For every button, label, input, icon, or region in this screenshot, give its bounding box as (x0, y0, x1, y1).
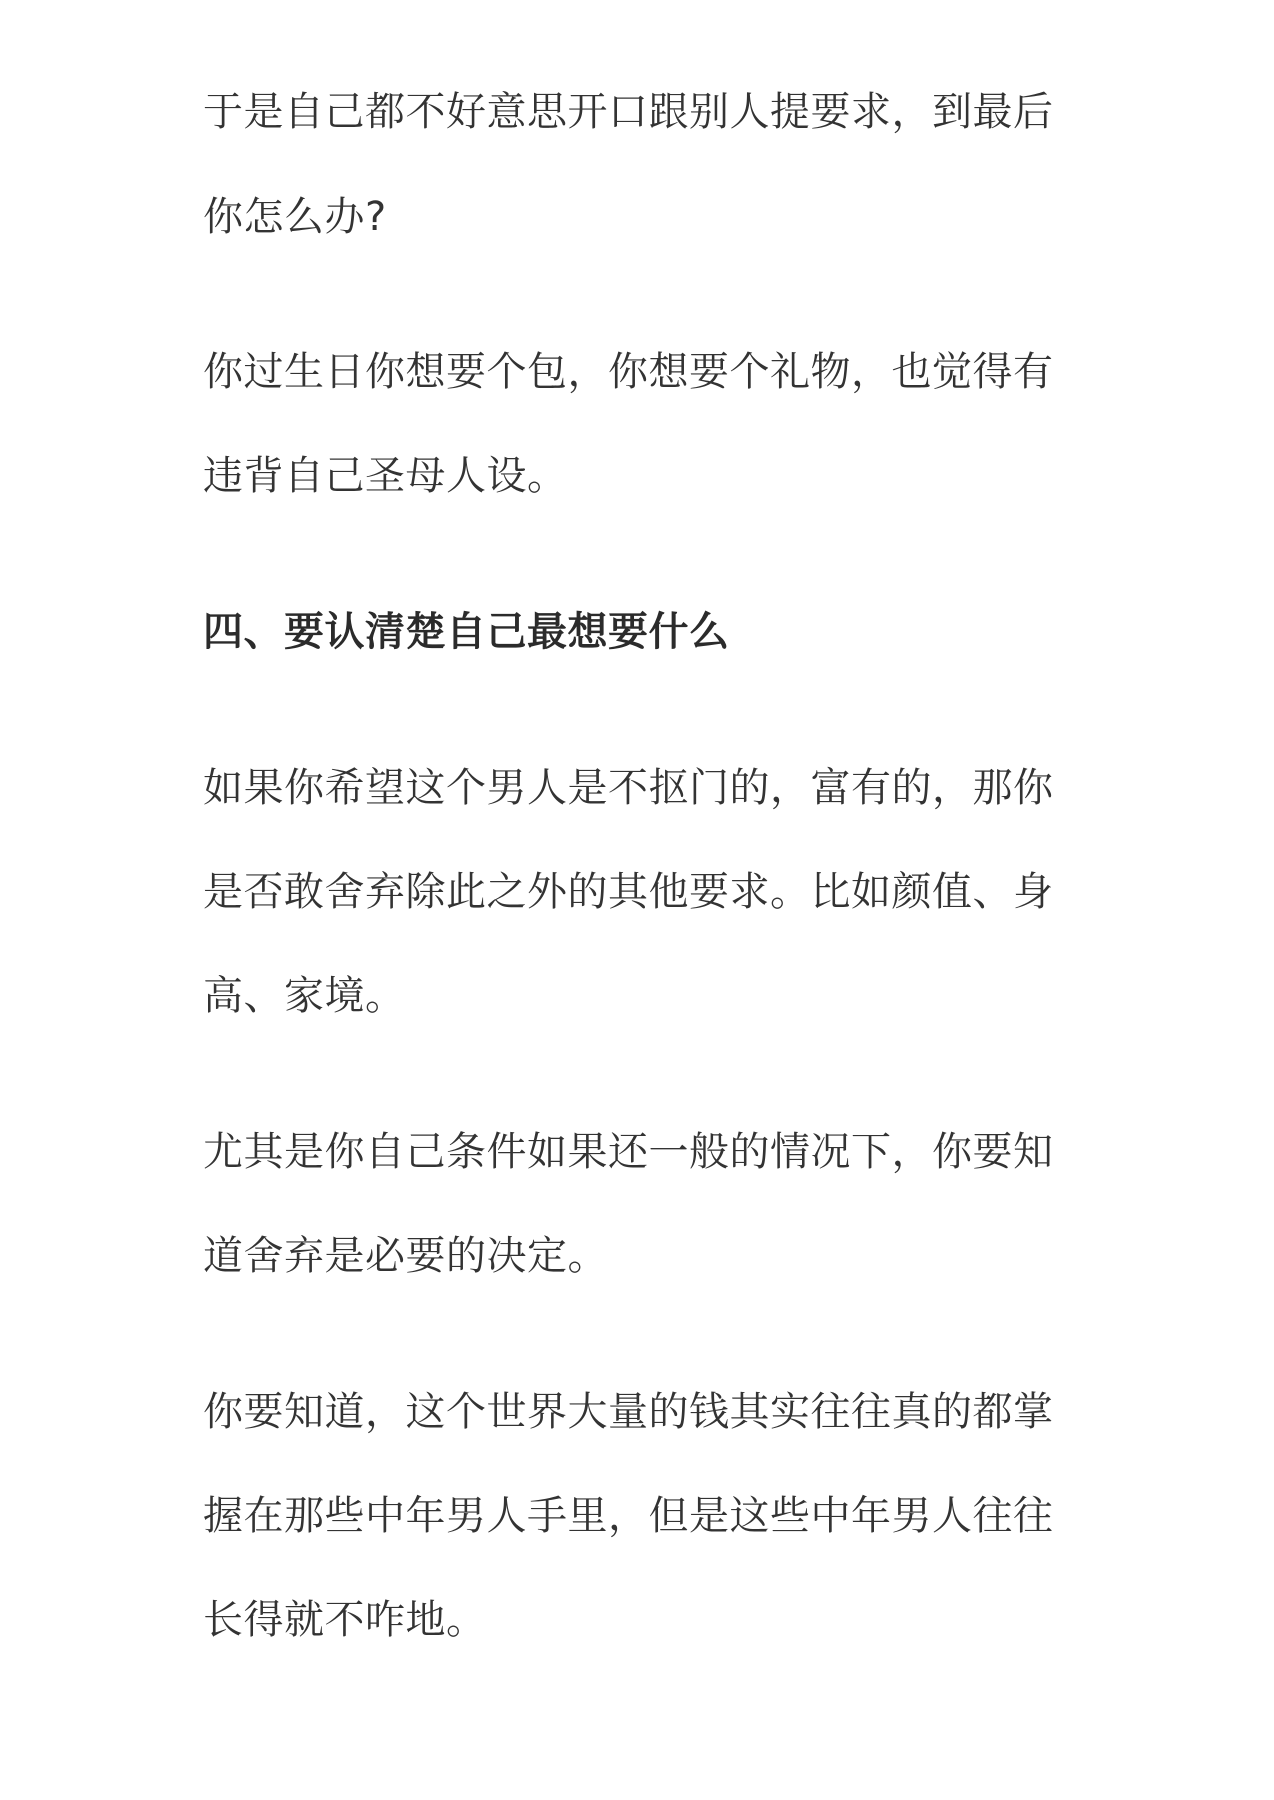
paragraph-5-line-2: 握在那些中年男人手里，但是这些中年男人往往 (203, 1493, 1054, 1539)
paragraph-4-line-2: 道舍弃是必要的决定。 (203, 1233, 608, 1279)
section-heading: 四、要认清楚自己最想要什么 (203, 609, 730, 655)
paragraph-3-line-2: 是否敢舍弃除此之外的其他要求。比如颜值、身 (203, 869, 1054, 915)
paragraph-1-line-1: 于是自己都不好意思开口跟别人提要求，到最后 (203, 89, 1054, 135)
paragraph-4-line-1: 尤其是你自己条件如果还一般的情况下，你要知 (203, 1129, 1054, 1175)
paragraph-1-line-2: 你怎么办? (203, 194, 387, 240)
paragraph-3-line-1: 如果你希望这个男人是不抠门的，富有的，那你 (203, 765, 1054, 811)
paragraph-5-line-1: 你要知道，这个世界大量的钱其实往往真的都掌 (203, 1389, 1054, 1435)
paragraph-2-line-2: 违背自己圣母人设。 (203, 453, 568, 499)
paragraph-3-line-3: 高、家境。 (203, 973, 406, 1019)
paragraph-2-line-1: 你过生日你想要个包，你想要个礼物，也觉得有 (203, 349, 1054, 395)
paragraph-5-line-3: 长得就不咋地。 (203, 1597, 487, 1643)
